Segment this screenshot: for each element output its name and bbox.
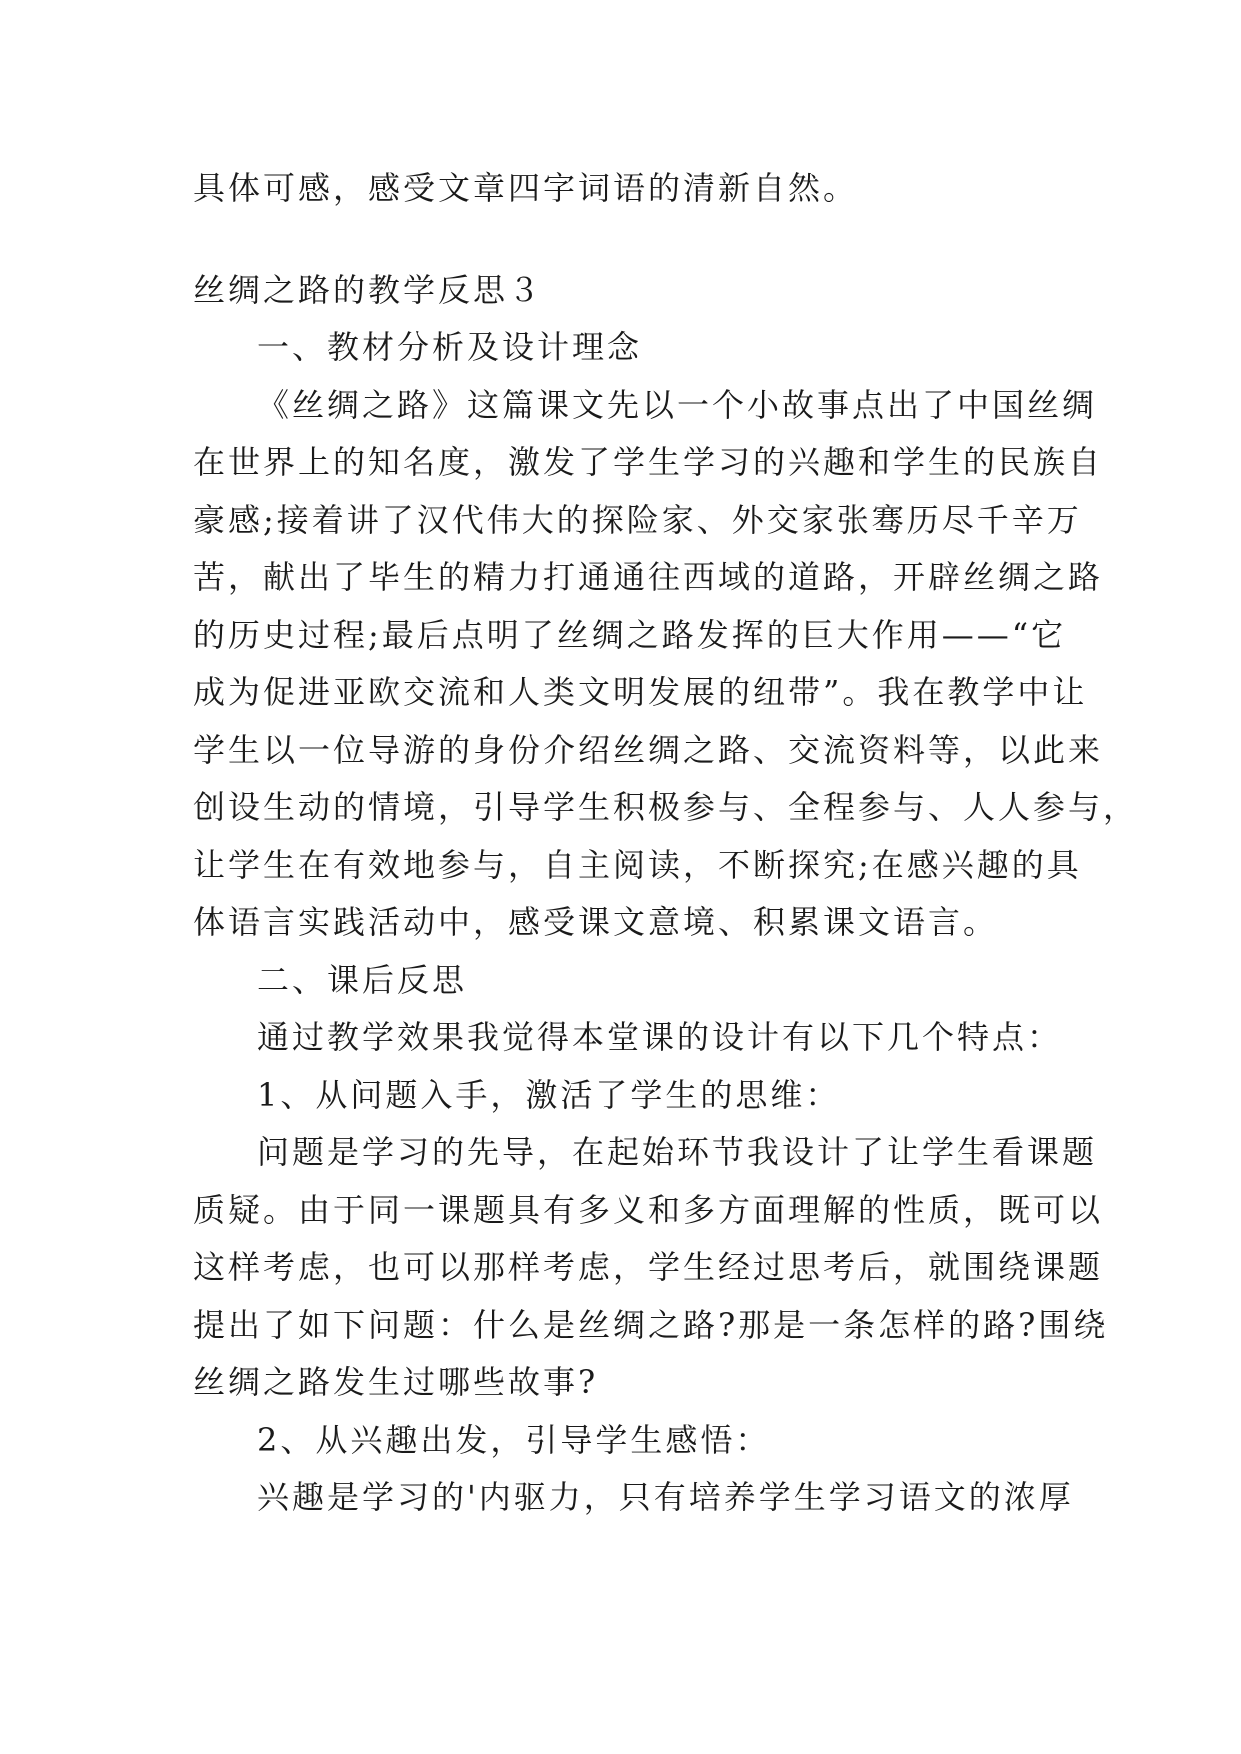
paragraph-line: 创设生动的情境，引导学生积极参与、全程参与、人人参与， xyxy=(193,788,1139,826)
section-heading-1: 一、教材分析及设计理念 xyxy=(257,328,643,366)
point-heading-2: 2、从兴趣出发，引导学生感悟： xyxy=(257,1420,771,1459)
paragraph-line: 问题是学习的先导，在起始环节我设计了让学生看课题 xyxy=(257,1133,1098,1171)
document-title: 丝绸之路的教学反思３ xyxy=(193,270,544,309)
point-heading-1: 1、从问题入手，激活了学生的思维： xyxy=(257,1075,841,1114)
paragraph-2 xyxy=(193,1124,1109,1412)
paragraph-line: 提出了如下问题：什么是丝绸之路?那是一条怎样的路?围绕 xyxy=(193,1305,1109,1344)
document-page xyxy=(193,160,1139,1527)
paragraph-line: 成为促进亚欧交流和人类文明发展的纽带”。我在教学中让 xyxy=(193,673,1088,711)
continuation-line: 具体可感，感受文章四字词语的清新自然。 xyxy=(193,169,859,207)
paragraph-line: 豪感;接着讲了汉代伟大的探险家、外交家张骞历尽千辛万 xyxy=(193,500,1082,539)
paragraph-line: 苦，献出了毕生的精力打通通往西域的道路，开辟丝绸之路 xyxy=(193,558,1104,596)
paragraph-3-line: 兴趣是学习的'内驱力，只有培养学生学习语文的浓厚 xyxy=(257,1478,1074,1516)
section-heading-2: 二、课后反思 xyxy=(257,960,468,999)
paragraph-line: 丝绸之路发生过哪些故事? xyxy=(193,1363,599,1401)
paragraph-1 xyxy=(193,377,1139,952)
paragraph-line: 让学生在有效地参与，自主阅读，不断探究;在感兴趣的具 xyxy=(193,845,1082,884)
paragraph-line: 质疑。由于同一课题具有多义和多方面理解的性质，既可以 xyxy=(193,1190,1104,1229)
paragraph-gap xyxy=(193,218,1053,262)
paragraph-line: 这样考虑，也可以那样考虑，学生经过思考后，就围绕课题 xyxy=(193,1248,1104,1286)
paragraph-line: 体语言实践活动中，感受课文意境、积累课文语言。 xyxy=(193,903,999,941)
paragraph-line: 的历史过程;最后点明了丝绸之路发挥的巨大作用——“它 xyxy=(193,615,1067,654)
intro-line: 通过教学效果我觉得本堂课的设计有以下几个特点： xyxy=(257,1018,1063,1056)
paragraph-line: 《丝绸之路》这篇课文先以一个小故事点出了中国丝绸 xyxy=(257,385,1098,424)
paragraph-line: 在世界上的知名度，激发了学生学习的兴趣和学生的民族自 xyxy=(193,443,1104,481)
paragraph-line: 学生以一位导游的身份介绍丝绸之路、交流资料等，以此来 xyxy=(193,730,1104,769)
